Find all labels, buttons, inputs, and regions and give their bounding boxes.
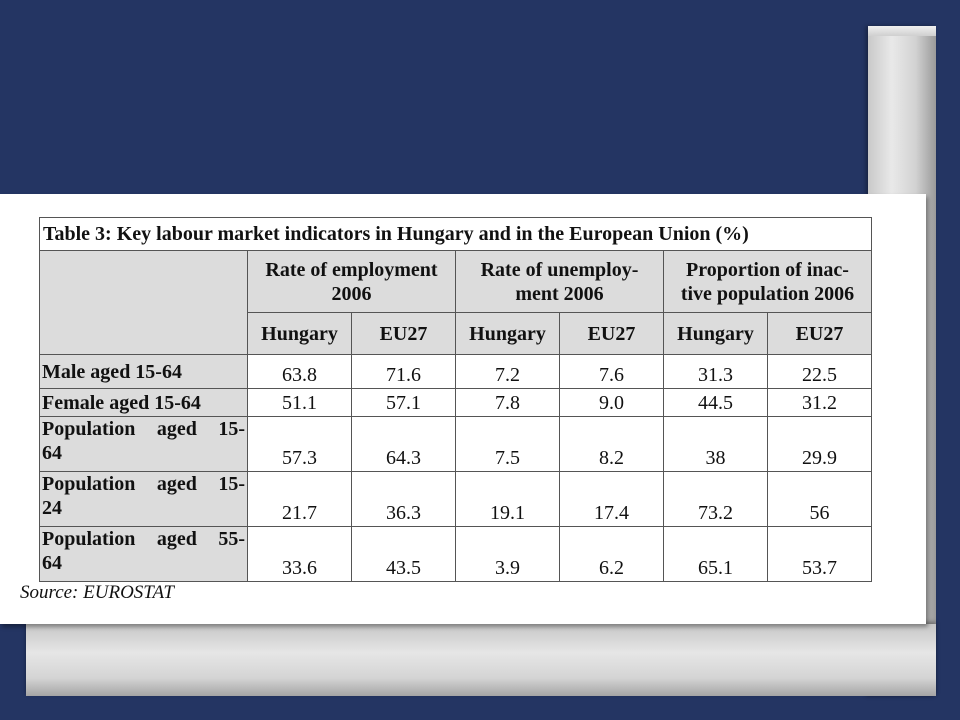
subheader-eu27-inactive: EU27 <box>768 313 872 355</box>
table-cell: 44.5 <box>664 389 768 417</box>
title-row <box>40 218 872 251</box>
table-cell: 57.1 <box>352 389 456 417</box>
row-label-word: Population <box>42 418 136 440</box>
row-label-line2: 64 <box>42 552 62 574</box>
subheader-hungary-employment: Hungary <box>248 313 352 355</box>
row-label <box>40 527 248 582</box>
slide-frame-bottom <box>26 624 936 696</box>
table-cell: 51.1 <box>248 389 352 417</box>
table-cell: 65.1 <box>664 527 768 582</box>
subheader-hungary-inactive: Hungary <box>664 313 768 355</box>
table-cell: 17.4 <box>560 472 664 527</box>
table-cell: 7.5 <box>456 417 560 472</box>
group-header-employment <box>248 251 456 313</box>
table-cell: 63.8 <box>248 355 352 389</box>
row-label-word: 55- <box>218 528 245 550</box>
row-label-line2: 24 <box>42 497 62 519</box>
table-cell: 31.2 <box>768 389 872 417</box>
row-label-word: 15- <box>218 473 245 495</box>
table-title: Table 3: Key labour market indicators in Hungary and in the European Union (%) <box>40 218 872 251</box>
table-cell: 19.1 <box>456 472 560 527</box>
row-label-word: aged <box>156 528 197 550</box>
table-cell: 43.5 <box>352 527 456 582</box>
subheader-hungary-unemployment: Hungary <box>456 313 560 355</box>
table-cell: 38 <box>664 417 768 472</box>
subheader-eu27-employment: EU27 <box>352 313 456 355</box>
row-label-word: Population <box>42 528 136 550</box>
row-label <box>40 472 248 527</box>
table-cell: 7.8 <box>456 389 560 417</box>
table-row <box>40 527 872 582</box>
table-cell: 7.6 <box>560 355 664 389</box>
group-header-unemployment <box>456 251 664 313</box>
table-panel <box>0 194 926 624</box>
row-label-word: 15- <box>218 418 245 440</box>
row-label-word: aged <box>156 418 197 440</box>
subheader-eu27-unemployment: EU27 <box>560 313 664 355</box>
table-cell: 57.3 <box>248 417 352 472</box>
table-wrapper <box>39 217 872 582</box>
group-header-unemployment-line1: Rate of unemploy- <box>480 258 639 281</box>
table-cell: 8.2 <box>560 417 664 472</box>
group-header-row <box>40 251 872 313</box>
table-cell: 73.2 <box>664 472 768 527</box>
table-cell: 31.3 <box>664 355 768 389</box>
group-header-inactive-line2: tive population 2006 <box>680 282 855 305</box>
table-cell: 53.7 <box>768 527 872 582</box>
table-cell: 9.0 <box>560 389 664 417</box>
group-header-inactive-line1: Proportion of inac- <box>686 258 849 281</box>
table-row <box>40 355 872 389</box>
slide-frame-corner <box>868 26 936 36</box>
row-label-line1 <box>42 527 247 551</box>
source-note: Source: EUROSTAT <box>20 582 174 603</box>
table-cell: 6.2 <box>560 527 664 582</box>
table-cell: 21.7 <box>248 472 352 527</box>
table-cell: 36.3 <box>352 472 456 527</box>
group-header-employment-line1: Rate of employment <box>265 258 438 281</box>
row-label-line1 <box>42 417 247 441</box>
row-label-line2: 64 <box>42 442 62 464</box>
row-label-word: Population <box>42 473 136 495</box>
row-label: Male aged 15-64 <box>40 355 248 389</box>
table-cell: 22.5 <box>768 355 872 389</box>
table-cell: 7.2 <box>456 355 560 389</box>
row-label-word: aged <box>156 473 197 495</box>
table-cell: 56 <box>768 472 872 527</box>
table-row <box>40 472 872 527</box>
group-header-unemployment-line2: ment 2006 <box>515 282 604 305</box>
table-row <box>40 389 872 417</box>
table-cell: 29.9 <box>768 417 872 472</box>
table-cell: 3.9 <box>456 527 560 582</box>
table-cell: 33.6 <box>248 527 352 582</box>
row-label-line1 <box>42 472 247 496</box>
group-header-inactive <box>664 251 872 313</box>
corner-cell <box>40 251 248 355</box>
labour-market-table <box>39 217 872 582</box>
row-label: Female aged 15-64 <box>40 389 248 417</box>
row-label <box>40 417 248 472</box>
group-header-employment-line2: 2006 <box>331 282 372 305</box>
table-cell: 71.6 <box>352 355 456 389</box>
table-cell: 64.3 <box>352 417 456 472</box>
table-row <box>40 417 872 472</box>
